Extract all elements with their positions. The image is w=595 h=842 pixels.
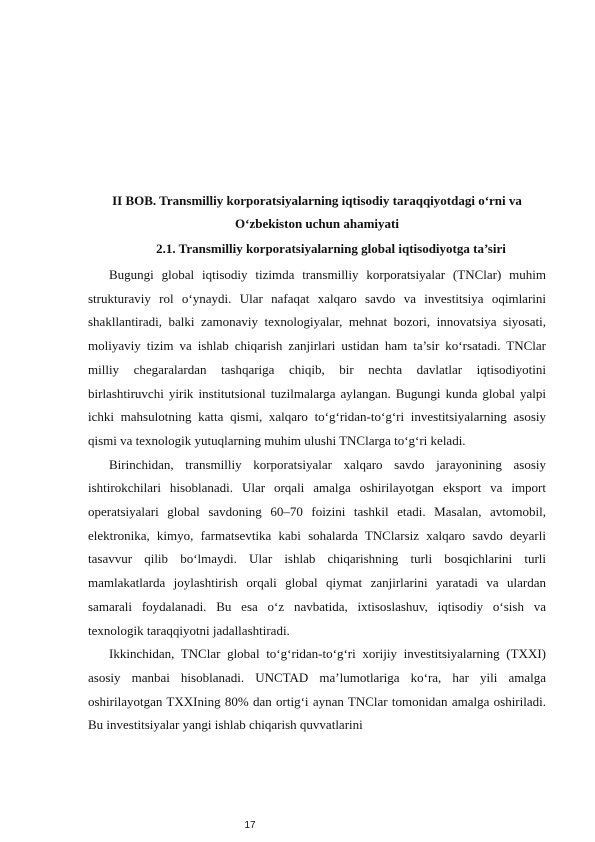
paragraph-3: Ikkinchidan, TNClar global to‘g‘ridan-to‘g‘ri xorijiy investitsiyalarning (TXXI) asosiy manbai hisoblanadi. UNCTAD ma’lumotlariga ko‘ra, har yili amalga oshirilayotgan TXXIning 80% dan ortig‘i aynan TNClar tomonidan amalga oshiriladi. Bu investitsiyalar yangi ishlab chiqarish quvvatlarini — [88, 646, 546, 733]
paragraph-1: Bugungi global iqtisodiy tizimda transmilliy korporatsiyalar (TNClar) muhim strukturaviy rol o‘ynaydi. Ular nafaqat xalqaro savdo va investitsiya oqimlarini shakllantiradi, balki zamonaviy texnologiyalar, mehnat bozori, innovatsiya siyosati, moliyaviy tizim va ishlab chiqarish zanjirlari ustidan ham ta’sir ko‘rsatadi. TNClar milliy chegaralardan tashqariga chiqib, bir nechta davlatlar iqtisodiyotini birlashtiruvchi yirik institutsional tuzilmalarga aylangan. Bugungi kunda global yalpi ichki mahsulotning katta qismi, xalqaro to‘g‘ridan-to‘g‘ri investitsiyalarning asosiy qismi va texnologik yutuqlarning muhim ulushi TNClarga to‘g‘ri keladi. — [88, 267, 546, 448]
paragraph-2: Birinchidan, transmilliy korporatsiyalar xalqaro savdo jarayonining asosiy ishtirokchilari hisoblanadi. Ular orqali amalga oshirilayotgan eksport va import operatsiyalari global savdoning 60–70 foizini tashkil etadi. Masalan, avtomobil, elektronika, kimyo, farmatsevtika kabi sohalarda TNClarsiz xalqaro savdo deyarli tasavvur qilib bo‘lmaydi. Ular ishlab chiqarishning turli bosqichlarini turli mamlakatlarda joylashtirish orqali global qiymat zanjirlarini yaratadi va ulardan samarali foydalanadi. Bu esa o‘z navbatida, ixtisoslashuv, iqtisodiy o‘sish va texnologik taraqqiyotni jadallashtiradi. — [88, 456, 546, 638]
page-number: 17 — [244, 820, 256, 831]
chapter-title: II BOB. Transmilliy korporatsiyalarning iqtisodiy taraqqiyotdagi o‘rni va O‘zbekiston uchun ahamiyati — [112, 193, 522, 231]
section-title: 2.1. Transmilliy korporatsiyalarning global iqtisodiyotga ta’siri — [156, 241, 506, 256]
body-text — [88, 263, 546, 737]
